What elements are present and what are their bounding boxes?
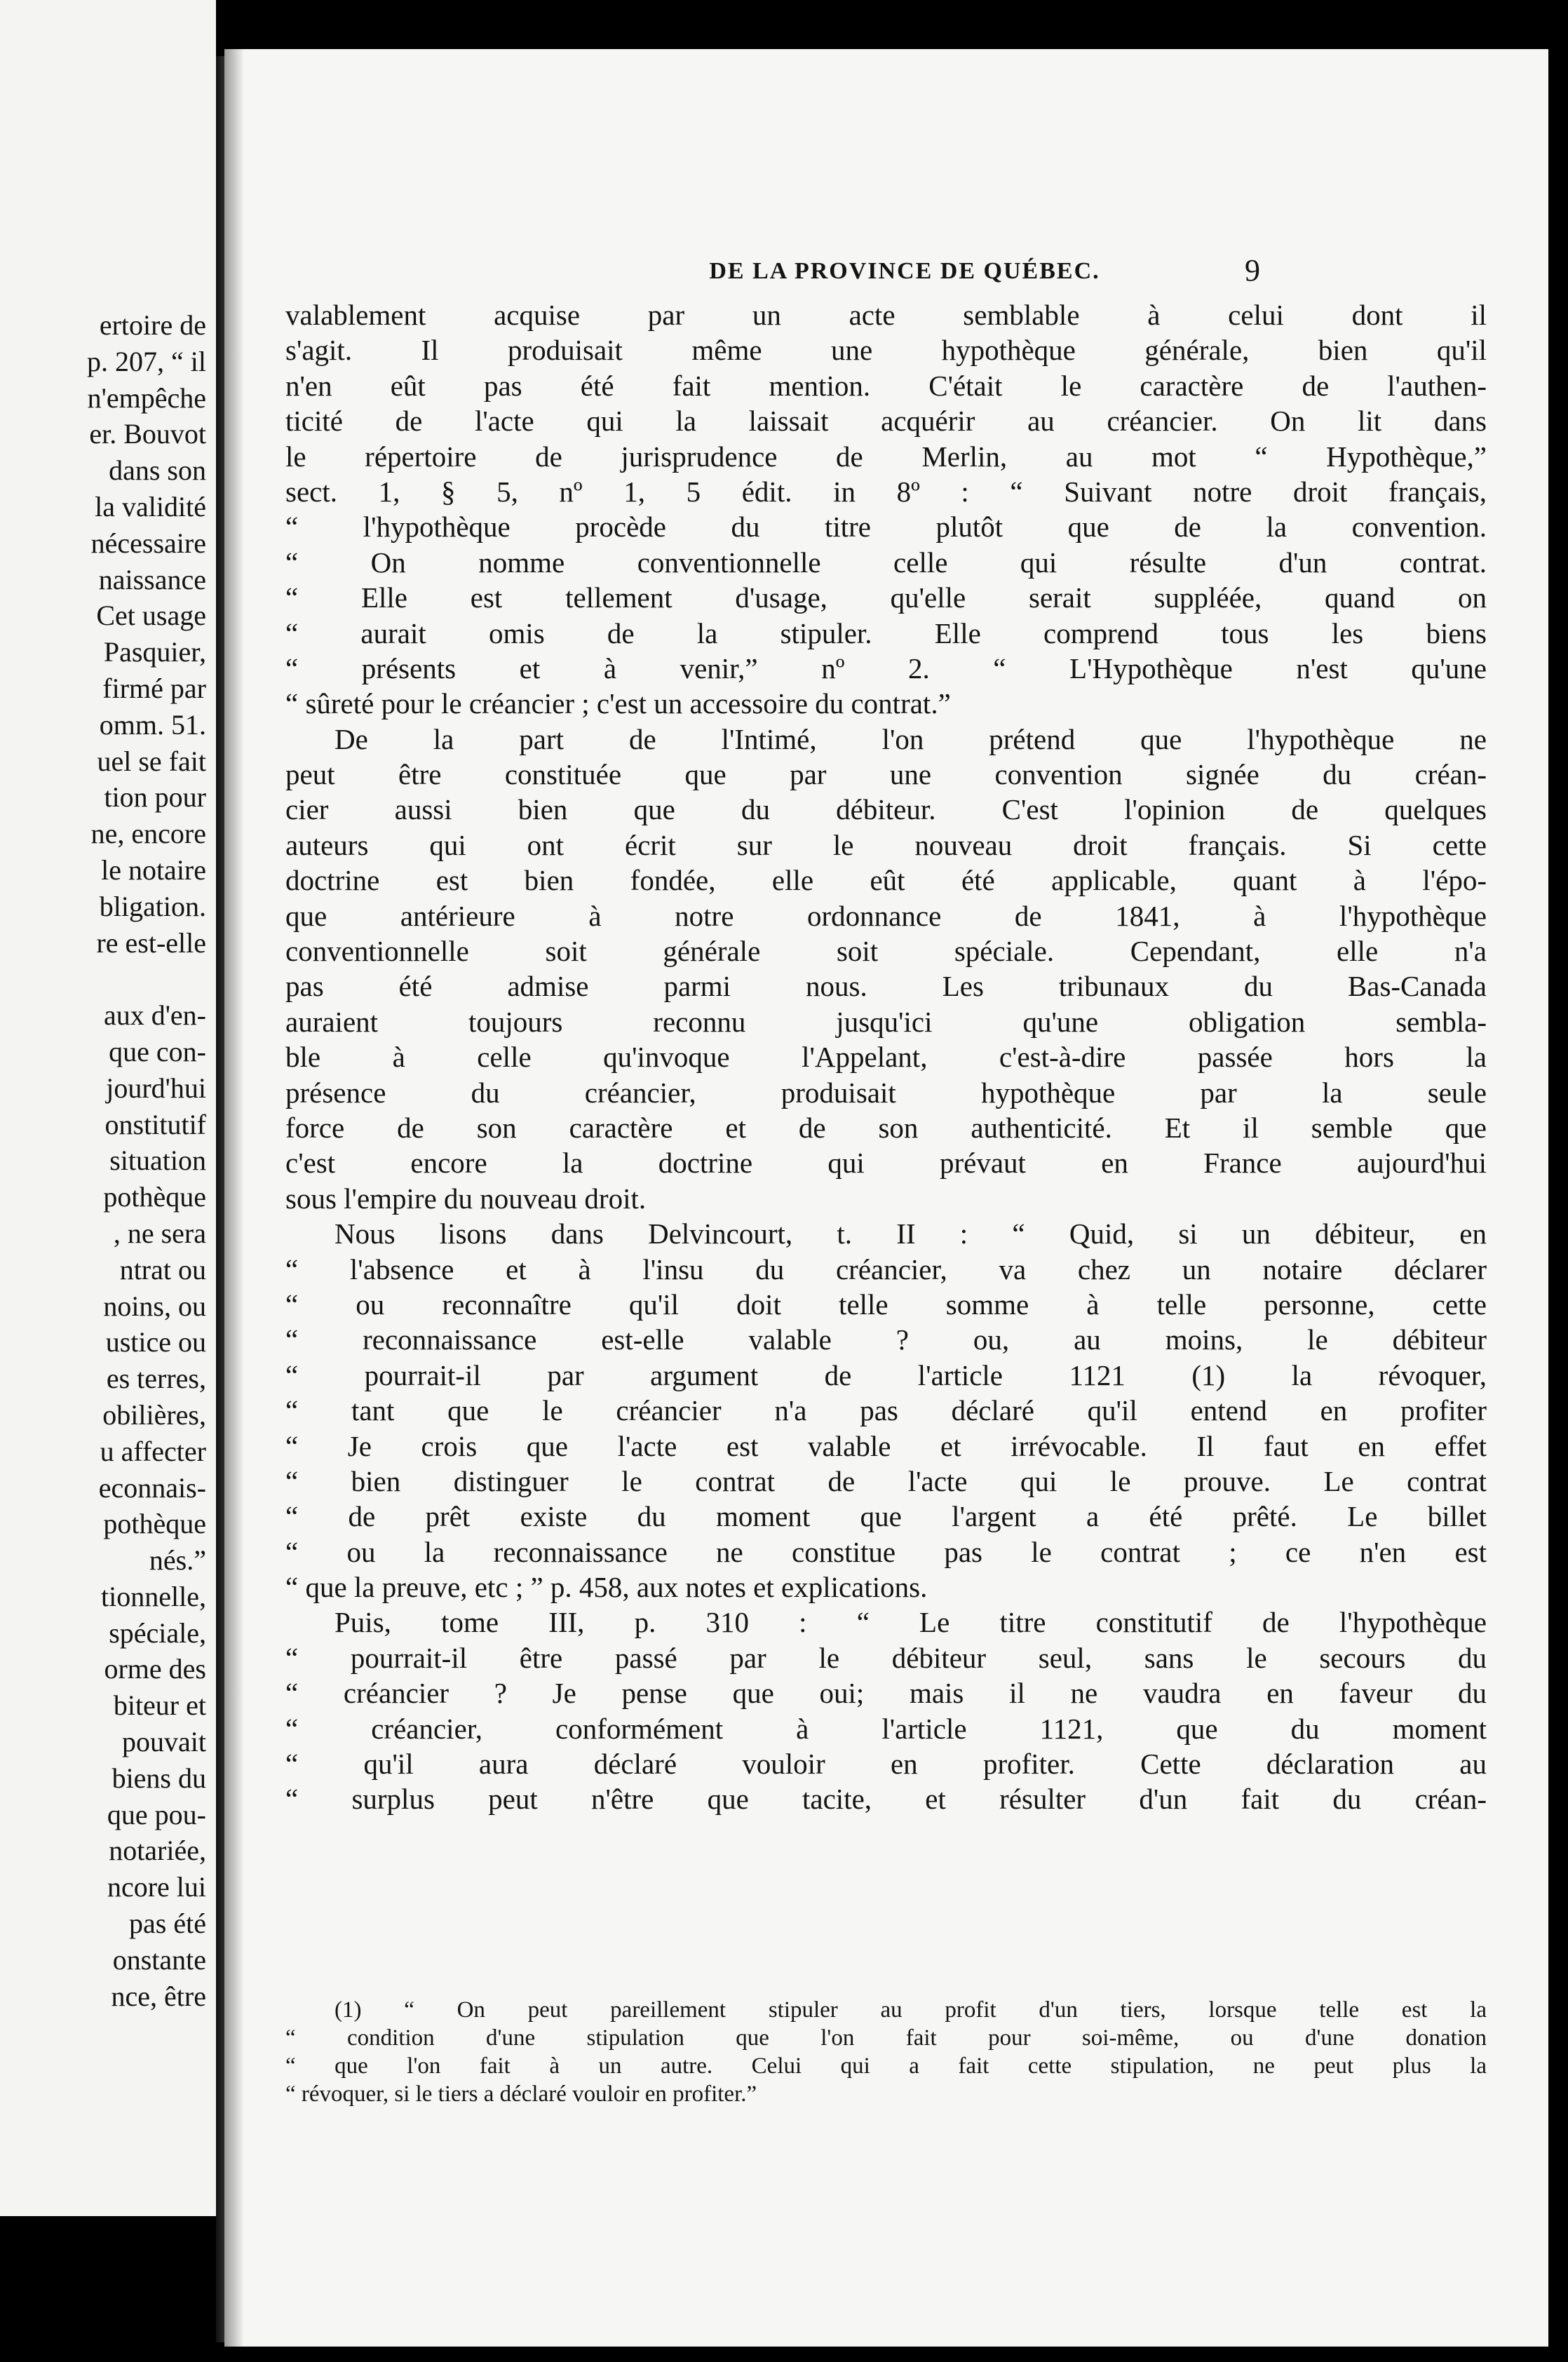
- previous-page-line: orme des: [104, 1653, 206, 1685]
- body-line: présence du créancier, produisait hypothèque par la seule: [285, 1076, 1487, 1109]
- body-line: Puis, tome III, p. 310 : “ Le titre constitutif de l'hypothèque: [334, 1606, 1487, 1639]
- previous-page-line: pas été: [129, 1908, 206, 1940]
- previous-page-fragment: [0, 0, 216, 2216]
- previous-page-line: obilières,: [102, 1398, 206, 1431]
- body-line: “ reconnaissance est-elle valable ? ou, au moins, le débiteur: [285, 1323, 1487, 1356]
- previous-page-line: p. 207, “ il: [87, 345, 206, 377]
- body-line: auraient toujours reconnu jusqu'ici qu'une obligation sembla-: [285, 1005, 1487, 1038]
- body-line: “ tant que le créancier n'a pas déclaré qu'il entend en profiter: [285, 1394, 1487, 1427]
- body-line: “ qu'il aura déclaré vouloir en profiter. Cette déclaration au: [285, 1748, 1487, 1781]
- previous-page-line: le notaire: [101, 853, 206, 886]
- body-line: “ sûreté pour le créancier ; c'est un accessoire du contrat.”: [285, 687, 951, 720]
- body-text: [285, 297, 1487, 1817]
- body-line: “ ou reconnaître qu'il doit telle somme à telle personne, cette: [285, 1288, 1487, 1321]
- body-line: conventionnelle soit générale soit spéciale. Cependant, elle n'a: [285, 935, 1487, 968]
- previous-page-line: tion pour: [104, 781, 206, 814]
- previous-page-line: er. Bouvot: [89, 418, 206, 450]
- previous-page-line: n'empêche: [87, 382, 206, 414]
- body-line: “ créancier, conformément à l'article 1121, que du moment: [285, 1712, 1487, 1745]
- body-line: “ l'hypothèque procède du titre plutôt que de la convention.: [285, 511, 1487, 544]
- body-line: n'en eût pas été fait mention. C'était le caractère de l'authen-: [285, 369, 1487, 402]
- previous-page-line: ncore lui: [107, 1871, 206, 1903]
- body-line: c'est encore la doctrine qui prévaut en France aujourd'hui: [285, 1147, 1487, 1180]
- body-line: valablement acquise par un acte semblable à celui dont il: [285, 299, 1487, 331]
- previous-page-line: ne, encore: [90, 818, 206, 850]
- previous-page-text: [0, 307, 206, 2014]
- body-line: De la part de l'Intimé, l'on prétend que l'hypothèque ne: [334, 722, 1487, 755]
- footnote: [285, 1996, 1487, 2108]
- previous-page-line: naissance: [98, 563, 206, 595]
- body-line: ticité de l'acte qui la laissait acquérir au créancier. On lit dans: [285, 405, 1487, 438]
- previous-page-line: es terres,: [106, 1363, 206, 1395]
- body-line: “ bien distinguer le contrat de l'acte qui le prouve. Le contrat: [285, 1464, 1487, 1497]
- previous-page-line: re est-elle: [96, 926, 206, 959]
- previous-page-line: jourd'hui: [106, 1072, 206, 1104]
- previous-page-line: ertoire de: [99, 309, 206, 341]
- body-line: que antérieure à notre ordonnance de 1841, à l'hypothèque: [285, 899, 1487, 932]
- previous-page-line: bligation.: [99, 890, 206, 922]
- book-page: [224, 49, 1548, 2347]
- body-line: pas été admise parmi nous. Les tribunaux du Bas-Canada: [285, 970, 1487, 1003]
- footnote-line: “ révoquer, si le tiers a déclaré vouloir en profiter.”: [285, 2081, 757, 2107]
- body-line: “ aurait omis de la stipuler. Elle comprend tous les biens: [285, 616, 1487, 649]
- footnote-line: (1) “ On peut pareillement stipuler au profit d'un tiers, lorsque telle est la: [334, 1997, 1487, 2023]
- previous-page-line: spéciale,: [109, 1617, 206, 1649]
- previous-page-line: onstitutif: [104, 1108, 206, 1140]
- body-line: “ ou la reconnaissance ne constitue pas le contrat ; ce n'en est: [285, 1535, 1487, 1568]
- previous-page-line: pothèque: [103, 1508, 206, 1540]
- body-line: “ de prêt existe du moment que l'argent a été prêté. Le billet: [285, 1500, 1487, 1533]
- previous-page-line: omm. 51.: [99, 708, 206, 741]
- previous-page-line: tionnelle,: [101, 1580, 206, 1612]
- footnote-line: “ condition d'une stipulation que l'on fait pour soi-même, ou d'une donation: [285, 2025, 1487, 2051]
- previous-page-line: biens du: [111, 1762, 206, 1794]
- body-line: “ pourrait-il être passé par le débiteur seul, sans le secours du: [285, 1641, 1487, 1674]
- body-line: sect. 1, § 5, nº 1, 5 édit. in 8º : “ Suivant notre droit français,: [285, 475, 1487, 508]
- previous-page-line: situation: [109, 1145, 206, 1177]
- body-line: force de son caractère et de son authenticité. Et il semble que: [285, 1111, 1487, 1144]
- body-line: “ surplus peut n'être que tacite, et résulter d'un fait du créan-: [285, 1783, 1487, 1816]
- previous-page-line: aux d'en-: [103, 999, 206, 1032]
- body-line: auteurs qui ont écrit sur le nouveau droit français. Si cette: [285, 828, 1487, 861]
- body-line: sous l'empire du nouveau droit.: [285, 1182, 647, 1215]
- previous-page-line: Cet usage: [96, 600, 206, 632]
- body-line: cier aussi bien que du débiteur. C'est l'opinion de quelques: [285, 793, 1487, 826]
- previous-page-line: onstante: [112, 1943, 206, 1976]
- previous-page-line: uel se fait: [97, 745, 206, 777]
- previous-page-line: [0, 961, 206, 997]
- body-line: “ Je crois que l'acte est valable et irrévocable. Il faut en effet: [285, 1429, 1487, 1462]
- previous-page-line: nés.”: [149, 1544, 206, 1577]
- previous-page-line: u affecter: [100, 1435, 206, 1467]
- body-line: le répertoire de jurisprudence de Merlin, au mot “ Hypothèque,”: [285, 440, 1487, 473]
- body-line: “ présents et à venir,” nº 2. “ L'Hypothèque n'est qu'une: [285, 652, 1487, 684]
- body-line: ble à celle qu'invoque l'Appelant, c'est-à-dire passée hors la: [285, 1041, 1487, 1074]
- previous-page-line: Pasquier,: [103, 636, 206, 668]
- previous-page-line: nécessaire: [90, 527, 206, 559]
- previous-page-line: notariée,: [109, 1835, 206, 1867]
- previous-page-line: nce, être: [111, 1980, 206, 2012]
- body-line: “ pourrait-il par argument de l'article 1121 (1) la révoquer,: [285, 1358, 1487, 1391]
- previous-page-line: , ne sera: [113, 1217, 206, 1249]
- previous-page-line: econnais-: [98, 1471, 206, 1504]
- body-line: s'agit. Il produisait même une hypothèque générale, bien qu'il: [285, 334, 1487, 367]
- previous-page-line: firmé par: [102, 672, 206, 704]
- body-line: doctrine est bien fondée, elle eût été applicable, quant à l'épo-: [285, 864, 1487, 897]
- page-number: 9: [1245, 253, 1260, 288]
- body-line: “ l'absence et à l'insu du créancier, va chez un notaire déclarer: [285, 1253, 1487, 1285]
- previous-page-line: dans son: [109, 454, 206, 487]
- body-line: “ que la preuve, etc ; ” p. 458, aux notes et explications.: [285, 1571, 928, 1604]
- running-head: DE LA PROVINCE DE QUÉBEC.: [709, 258, 1100, 284]
- body-line: “ créancier ? Je pense que oui; mais il ne vaudra en faveur du: [285, 1677, 1487, 1710]
- body-line: peut être constituée que par une convention signée du créan-: [285, 758, 1487, 791]
- footnote-line: “ que l'on fait à un autre. Celui qui a fait cette stipulation, ne peut plus la: [285, 2053, 1487, 2079]
- body-line: “ Elle est tellement d'usage, qu'elle serait suppléée, quand on: [285, 581, 1487, 614]
- body-line: Nous lisons dans Delvincourt, t. II : “ Quid, si un débiteur, en: [334, 1217, 1487, 1250]
- previous-page-line: que pou-: [107, 1798, 206, 1830]
- previous-page-line: biteur et: [113, 1689, 206, 1722]
- previous-page-line: la validité: [95, 490, 206, 522]
- body-line: “ On nomme conventionnelle celle qui résulte d'un contrat.: [285, 546, 1487, 579]
- previous-page-line: que con-: [109, 1035, 206, 1067]
- previous-page-line: pothèque: [103, 1181, 206, 1213]
- previous-page-line: pouvait: [122, 1726, 206, 1758]
- previous-page-line: ustice ou: [105, 1326, 206, 1358]
- previous-page-line: noins, ou: [103, 1290, 206, 1322]
- previous-page-line: ntrat ou: [119, 1253, 206, 1285]
